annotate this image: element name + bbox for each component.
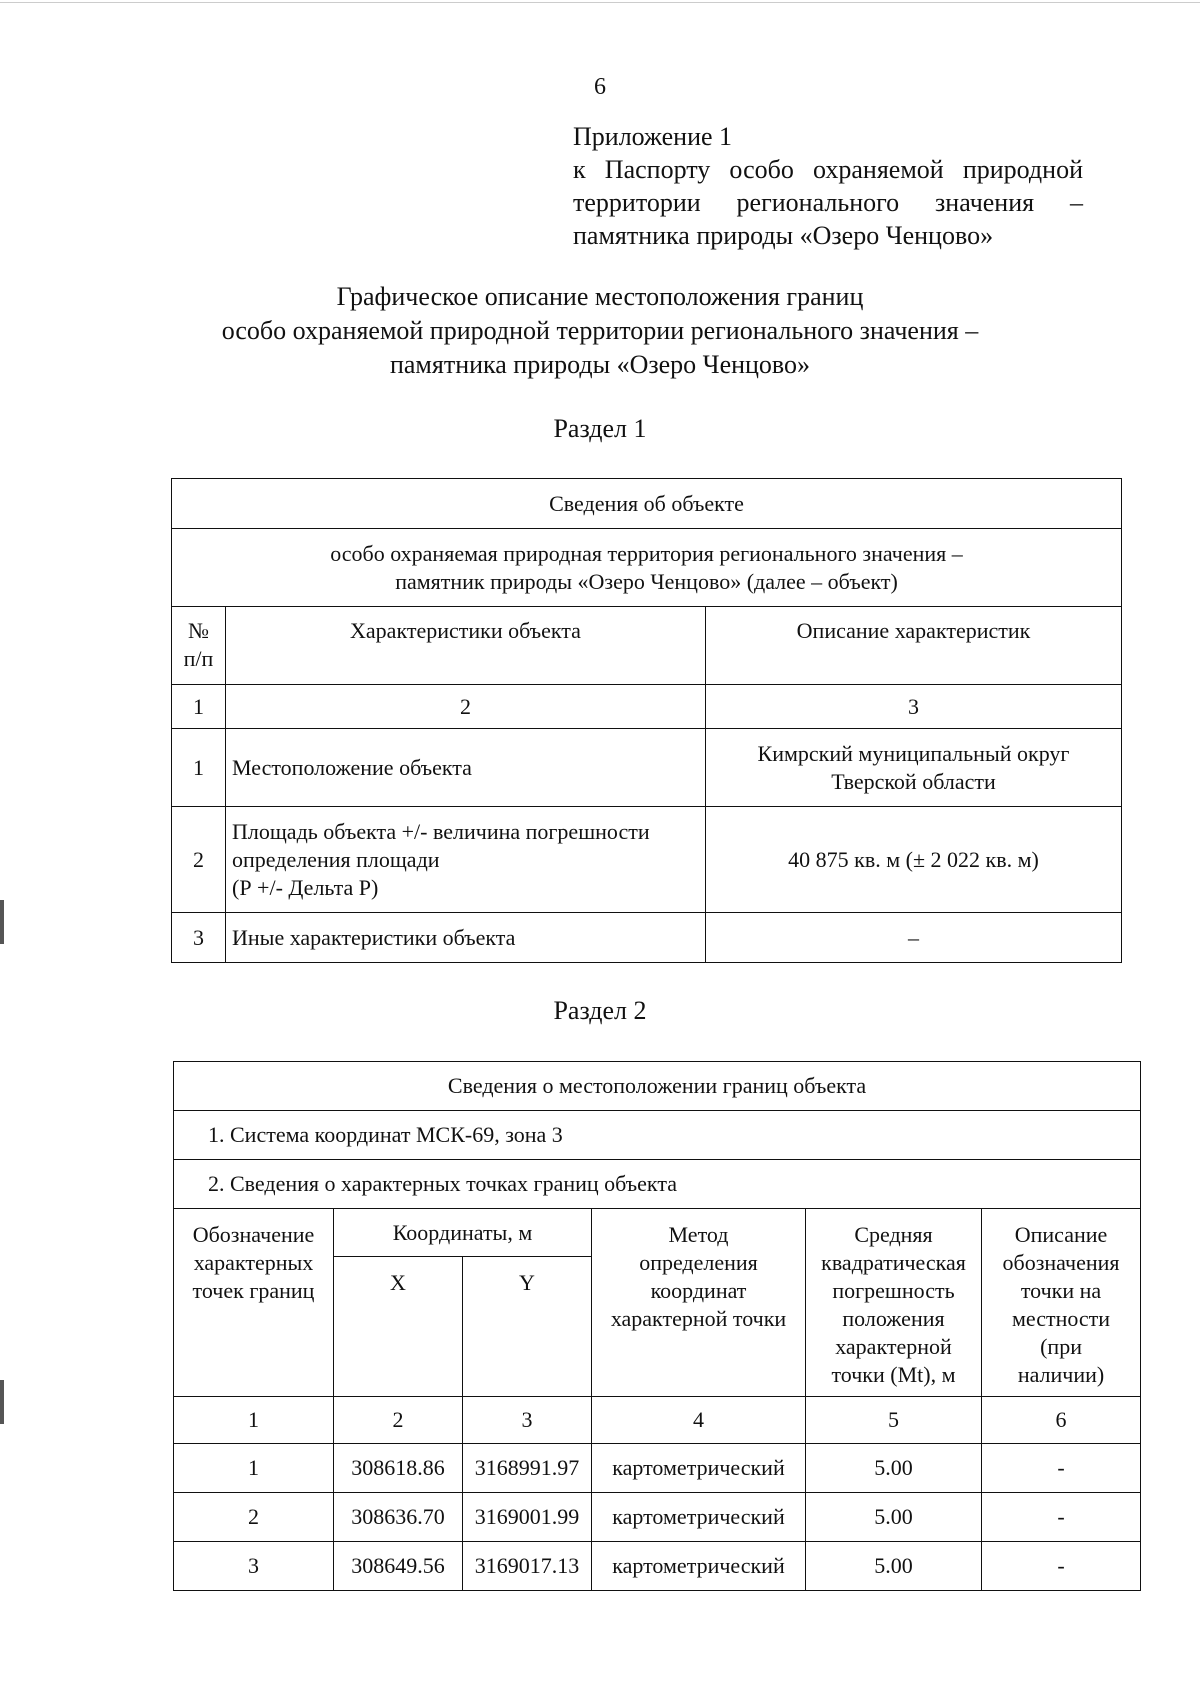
point-description-cell: - xyxy=(982,1542,1141,1591)
header-line: точек границ xyxy=(192,1278,315,1303)
table-row xyxy=(172,807,1122,913)
header-line: погрешность xyxy=(832,1278,955,1303)
column-number: 1 xyxy=(174,1397,334,1444)
description-cell xyxy=(706,913,1122,963)
point-cell: 3 xyxy=(174,1542,334,1591)
characteristic-cell xyxy=(226,807,706,913)
header-line: обозначения xyxy=(1002,1250,1120,1275)
title-line: Графическое описание местоположения границ xyxy=(336,282,864,311)
header-line: (при xyxy=(1040,1334,1082,1359)
column-header-error xyxy=(806,1209,982,1397)
table-row xyxy=(172,729,1122,807)
scan-edge-mark xyxy=(0,900,4,944)
column-header-method xyxy=(592,1209,806,1397)
object-name-cell xyxy=(172,529,1122,607)
page-number: 6 xyxy=(594,74,606,100)
row-number: 2 xyxy=(172,807,226,913)
section-1-header: Сведения об объекте xyxy=(172,479,1122,529)
appendix-header xyxy=(573,120,1083,252)
table-row xyxy=(174,1542,1141,1591)
error-cell: 5.00 xyxy=(806,1444,982,1493)
coordinate-system: 1. Система координат МСК-69, зона 3 xyxy=(174,1111,1141,1160)
header-line: характерной xyxy=(835,1334,952,1359)
title-line: памятника природы «Озеро Ченцово» xyxy=(389,350,811,379)
description-line: Кимрский муниципальный округ xyxy=(757,740,1070,766)
description-line: 40 875 кв. м (± 2 022 кв. м) xyxy=(788,846,1039,872)
column-header-x: X xyxy=(334,1257,463,1397)
header-line: Средняя xyxy=(854,1222,933,1247)
section-2-label: Раздел 2 xyxy=(553,996,647,1025)
header-line: точки (Mt), м xyxy=(831,1362,956,1387)
description-cell xyxy=(706,729,1122,807)
characteristic-cell xyxy=(226,729,706,807)
header-line: точки на xyxy=(1020,1278,1102,1303)
table-row xyxy=(172,913,1122,963)
y-cell: 3169001.99 xyxy=(463,1493,592,1542)
header-line: положения xyxy=(842,1306,945,1331)
x-cell: 308618.86 xyxy=(334,1444,463,1493)
y-cell: 3168991.97 xyxy=(463,1444,592,1493)
header-line: Описание xyxy=(1014,1222,1108,1247)
column-number: 6 xyxy=(982,1397,1141,1444)
appendix-line: памятника природы «Озеро Ченцово» xyxy=(573,221,994,250)
description-cell xyxy=(706,807,1122,913)
error-cell: 5.00 xyxy=(806,1493,982,1542)
description-line: – xyxy=(908,924,919,950)
row-number: 1 xyxy=(172,729,226,807)
section-1-label: Раздел 1 xyxy=(553,414,647,443)
table-row xyxy=(174,1444,1141,1493)
appendix-line: территории регионального значения – xyxy=(573,188,1083,217)
header-line: Обозначение xyxy=(192,1222,315,1247)
column-number: 5 xyxy=(806,1397,982,1444)
characteristic-line: Площадь объекта +/- величина погрешности xyxy=(232,818,650,844)
column-header-num-line: № xyxy=(188,618,209,643)
header-line: местности xyxy=(1011,1306,1111,1331)
column-number: 3 xyxy=(706,685,1122,729)
column-number: 2 xyxy=(226,685,706,729)
appendix-line: к Паспорту особо охраняемой природной xyxy=(573,155,1083,184)
points-header: 2. Сведения о характерных точках границ объекта xyxy=(174,1160,1141,1209)
y-cell: 3169017.13 xyxy=(463,1542,592,1591)
scan-top-line xyxy=(0,2,1200,3)
point-description-cell: - xyxy=(982,1493,1141,1542)
section-1-table xyxy=(171,478,1122,963)
column-number: 1 xyxy=(172,685,226,729)
method-cell: картометрический xyxy=(592,1542,806,1591)
error-cell: 5.00 xyxy=(806,1542,982,1591)
column-header-characteristics: Характеристики объекта xyxy=(226,607,706,685)
method-cell: картометрический xyxy=(592,1493,806,1542)
column-header-y: Y xyxy=(463,1257,592,1397)
description-line: Тверской области xyxy=(831,768,996,794)
row-number: 3 xyxy=(172,913,226,963)
object-name-line: памятник природы «Озеро Ченцово» (далее – объект) xyxy=(395,568,898,594)
x-cell: 308649.56 xyxy=(334,1542,463,1591)
column-number: 4 xyxy=(592,1397,806,1444)
appendix-line: Приложение 1 xyxy=(573,122,733,151)
scan-edge-mark xyxy=(0,1380,4,1424)
x-cell: 308636.70 xyxy=(334,1493,463,1542)
table-row xyxy=(174,1493,1141,1542)
header-line: квадратическая xyxy=(821,1250,966,1275)
point-description-cell: - xyxy=(982,1444,1141,1493)
point-cell: 1 xyxy=(174,1444,334,1493)
column-number: 3 xyxy=(463,1397,592,1444)
header-line: Метод xyxy=(668,1222,729,1247)
column-header-coordinates: Координаты, м xyxy=(334,1209,592,1257)
header-line: характерных xyxy=(193,1250,314,1275)
column-header-designation xyxy=(174,1209,334,1397)
section-2-table xyxy=(173,1061,1141,1591)
section-2-header: Сведения о местоположении границ объекта xyxy=(174,1062,1141,1111)
method-cell: картометрический xyxy=(592,1444,806,1493)
title-line: особо охраняемой природной территории регионального значения – xyxy=(221,316,979,345)
characteristic-line: Местоположение объекта xyxy=(232,754,472,780)
characteristic-line: (Р +/- Дельта Р) xyxy=(232,874,379,900)
object-name-line: особо охраняемая природная территория регионального значения – xyxy=(330,540,963,566)
column-header-num xyxy=(172,607,226,685)
characteristic-line: определения площади xyxy=(232,846,440,872)
column-header-point-description xyxy=(982,1209,1141,1397)
document-title xyxy=(0,280,1200,382)
characteristic-cell xyxy=(226,913,706,963)
header-line: наличии) xyxy=(1017,1362,1105,1387)
header-line: координат xyxy=(650,1278,747,1303)
column-header-num-line: п/п xyxy=(183,646,214,671)
characteristic-line: Иные характеристики объекта xyxy=(232,924,516,950)
header-line: определения xyxy=(639,1250,758,1275)
column-number: 2 xyxy=(334,1397,463,1444)
header-line: характерной точки xyxy=(610,1306,787,1331)
column-header-description: Описание характеристик xyxy=(706,607,1122,685)
point-cell: 2 xyxy=(174,1493,334,1542)
